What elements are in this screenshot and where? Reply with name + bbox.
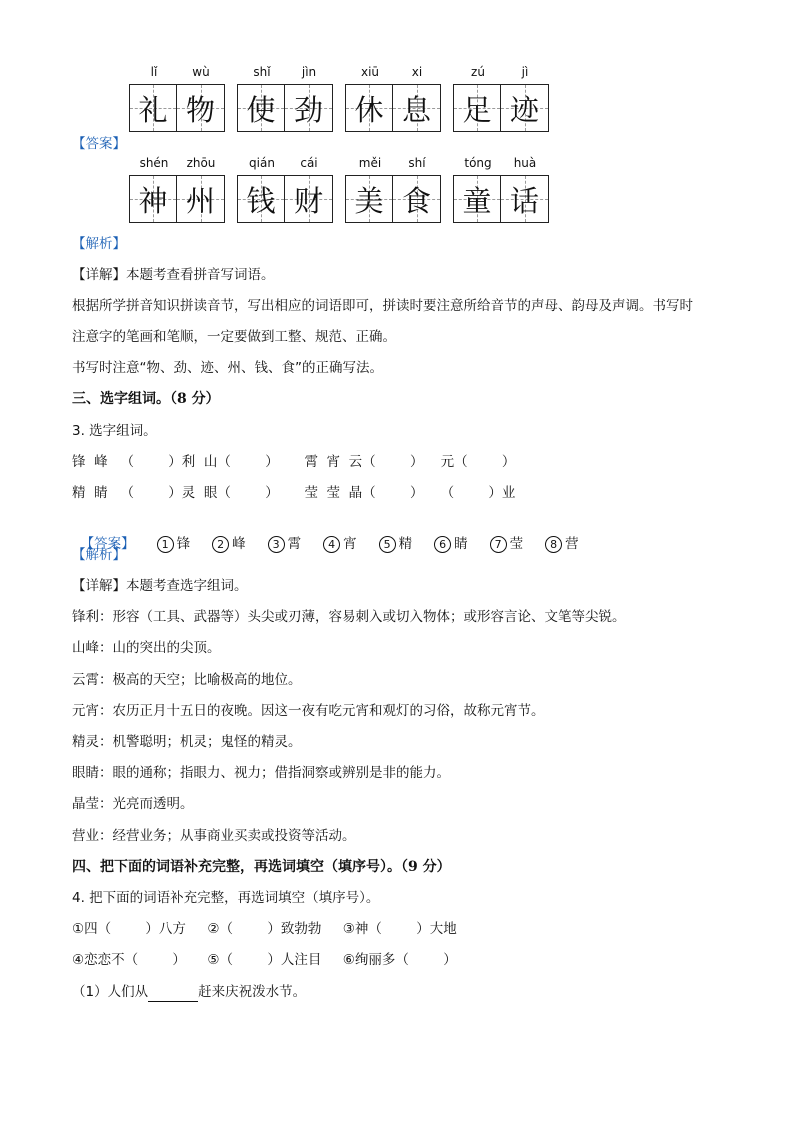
analysis-tag: 【解析】	[72, 236, 126, 252]
pinyin: xi	[411, 65, 423, 79]
answer-item: 5 精	[379, 534, 413, 554]
section-heading: 三、选字组词。（8 分）	[72, 391, 220, 407]
detail-line: 【详解】本题考查选字组词。	[72, 578, 248, 594]
pinyin: tóng	[464, 156, 492, 170]
hanzi: 食	[401, 183, 431, 218]
analysis-tag: 【解析】	[72, 547, 126, 563]
hanzi: 美	[354, 183, 384, 218]
question-text: 4. 把下面的词语补充完整，再选词填空（填序号）。	[72, 890, 380, 906]
question-row: 精 睛 （ ）灵 眼（ ） 莹 莹 晶（ ） （ ）业	[72, 485, 516, 501]
word-box	[453, 156, 549, 223]
answer-item: 1 锋	[157, 534, 191, 554]
hanzi: 使	[246, 92, 276, 127]
definition: 锋利：形容（工具、武器等）头尖或刃薄，容易刺入或切入物体；或形容言论、文笔等尖锐。	[72, 609, 626, 625]
paragraph: 根据所学拼音知识拼读音节，写出相应的词语即可，拼读时要注意所给音节的声母、韵母及声调。书写时	[72, 298, 693, 314]
hanzi: 劲	[293, 92, 323, 127]
answer-item: 8 营	[545, 534, 579, 554]
hanzi: 神	[138, 183, 168, 218]
definition: 精灵：机警聪明；机灵；鬼怪的精灵。	[72, 734, 302, 750]
word-box	[129, 65, 225, 132]
pinyin: shǐ	[253, 65, 271, 79]
word-box	[345, 65, 441, 132]
blank-field[interactable]	[148, 987, 198, 1002]
answer-item: 4 宵	[323, 534, 357, 554]
answer-item: 3 霄	[268, 534, 302, 554]
pinyin: zhōu	[186, 156, 216, 170]
pinyin: jìn	[301, 65, 317, 79]
pinyin: jì	[521, 65, 529, 79]
question-row: 锋 峰 （ ）利 山（ ） 霄 宵 云（ ） 元（ ）	[72, 454, 516, 470]
hanzi: 物	[185, 92, 215, 127]
paragraph: 注意字的笔画和笔顺，一定要做到工整、规范、正确。	[72, 329, 396, 345]
answer-item: 2 峰	[212, 534, 246, 554]
pinyin: lǐ	[150, 65, 158, 79]
pinyin: wù	[192, 65, 210, 79]
definition: 元宵：农历正月十五日的夜晚。因这一夜有吃元宵和观灯的习俗，故称元宵节。	[72, 703, 545, 719]
hanzi: 财	[293, 183, 323, 218]
hanzi: 息	[401, 92, 431, 127]
question-text: 3. 选字组词。	[72, 423, 157, 439]
hanzi: 休	[354, 92, 384, 127]
definition: 山峰：山的突出的尖顶。	[72, 640, 221, 656]
word-box	[237, 156, 333, 223]
hanzi: 州	[185, 183, 215, 218]
question-row: ④恋恋不（ ） ⑤（ ）人注目 ⑥绚丽多（ ）	[72, 952, 457, 968]
pinyin: cái	[300, 156, 318, 170]
answer-line: 【答案】 1 锋 2 峰 3 霄 4 宵 5 精 6 睛 7 莹 8 营	[80, 536, 579, 552]
pinyin: huà	[513, 156, 537, 170]
answer-item: 7 莹	[490, 534, 524, 554]
pinyin: qián	[249, 156, 275, 170]
definition: 营业：经营业务；从事商业买卖或投资等活动。	[72, 828, 356, 844]
pinyin: shí	[408, 156, 426, 170]
hanzi: 话	[509, 183, 539, 218]
pinyin: měi	[358, 156, 382, 170]
hanzi: 足	[462, 92, 492, 127]
hanzi: 童	[462, 183, 492, 218]
paragraph: 书写时注意“物、劲、迹、州、钱、食”的正确写法。	[72, 360, 383, 376]
question-row: ①四（ ）八方 ②（ ）致勃勃 ③神（ ）大地	[72, 921, 457, 937]
pinyin: shén	[139, 156, 169, 170]
hanzi: 礼	[138, 92, 168, 127]
definition: 晶莹：光亮而透明。	[72, 796, 194, 812]
pinyin: zú	[471, 65, 485, 79]
detail-line: 【详解】本题考查看拼音写词语。	[72, 267, 275, 283]
hanzi: 钱	[246, 183, 276, 218]
word-box	[237, 65, 333, 132]
section-heading: 四、把下面的词语补充完整，再选词填空（填序号）。（9 分）	[72, 859, 451, 875]
pinyin: xiū	[360, 65, 380, 79]
fill-question: （1）人们从 赶来庆祝泼水节。	[72, 984, 307, 1000]
answer-item: 6 睛	[434, 534, 468, 554]
definition: 云霄：极高的天空；比喻极高的地位。	[72, 672, 302, 688]
word-box	[345, 156, 441, 223]
word-box	[129, 156, 225, 223]
answer-tag: 【答案】	[72, 136, 126, 152]
hanzi: 迹	[509, 92, 539, 127]
word-box	[453, 65, 549, 132]
definition: 眼睛：眼的通称；指眼力、视力；借指洞察或辨别是非的能力。	[72, 765, 450, 781]
